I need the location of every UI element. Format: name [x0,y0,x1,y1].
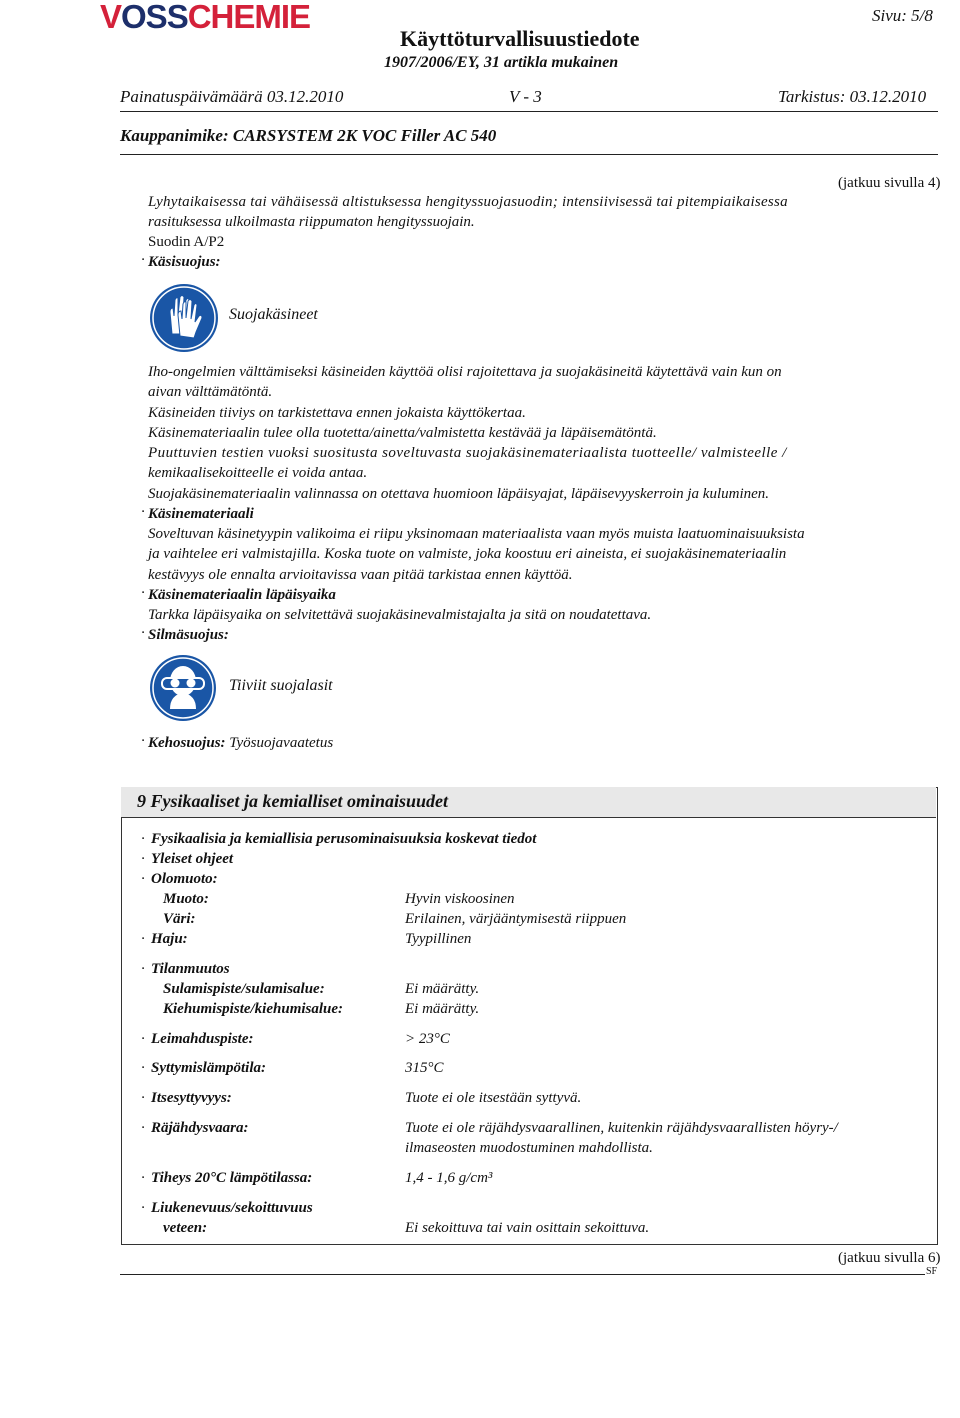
respiratory-text-2: rasituksessa ulkoilmasta riippumaton hengityssuojain. [148,214,475,230]
explosion-label: Räjähdysvaara: [151,1120,249,1136]
ignition-label: Syttymislämpötila: [151,1060,266,1076]
bullet: · [141,585,145,601]
bullet: · [141,961,145,977]
ignition-value: 315°C [405,1060,444,1076]
product-name: Kauppanimike: CARSYSTEM 2K VOC Filler AC 540 [120,126,497,145]
flash-point-label: Leimahduspiste: [151,1031,254,1047]
body-protection-value: Työsuojavaatetus [229,735,334,751]
appearance-heading: Olomuoto: [151,871,218,887]
hands-p2: Käsineiden tiiviys on tarkistettava ennen jokaista käyttökertaa. [148,405,526,421]
logo-chemie: CHEMIE [187,0,311,35]
hands-p4-l1: Puuttuvien testien vuoksi suositusta soveltuvasta suojakäsinemateriaalista tuotteelle/ valmisteelle / [148,445,787,461]
solubility-label-l1: Liukenevuus/sekoittuvuus [151,1200,313,1216]
logo-oss: OSS [121,0,188,35]
bullet: · [141,1170,145,1186]
general-info-heading: Fysikaalisia ja kemiallisia perusominaisuuksia koskevat tiedot [151,831,537,847]
colour-label: Väri: [163,911,196,927]
hands-p4-l2: kemikaalisekoitteelle ei voida antaa. [148,465,368,481]
hand-protection-heading: Käsisuojus: [148,254,221,270]
penetration-heading: Käsinemateriaalin läpäisyaika [148,587,336,603]
logo-v: V [100,0,122,35]
penetration-text: Tarkka läpäisyaika on selvitettävä suojakäsinevalmistajalta ja sitä on noudatettava. [148,607,652,623]
bullet: · [141,1090,145,1106]
header-rule-top [120,111,938,112]
hands-p1-l1: Iho-ongelmien välttämiseksi käsineiden käyttöä olisi rajoitettava ja suojakäsineitä käytettävä vain kun on [148,364,782,380]
glove-material-l1: Soveltuvan käsinetyypin valikoima ei riipu yksinomaan materiaalista vaan myös muista laatuominaisuuksista [148,526,805,542]
boiling-value: Ei määrätty. [405,1001,480,1017]
body-protection [148,733,938,754]
hands-p1-l2: aivan välttämätöntä. [148,384,273,400]
page-number: Sivu: 5/8 [872,6,933,25]
explosion-value-l1: Tuote ei ole räjähdysvaarallinen, kuitenkin räjähdysvaarallisten höyry-/ [405,1120,838,1136]
form-value: Hyvin viskoosinen [405,891,515,907]
gloves-icon [148,282,220,359]
continued-to: (jatkuu sivulla 6) [838,1250,941,1266]
continued-from: (jatkuu sivulla 4) [838,175,941,191]
density-value: 1,4 - 1,6 g/cm³ [405,1170,493,1186]
solubility-label-l2: veteen: [163,1220,208,1236]
bullet: · [141,1120,145,1136]
melting-label: Sulamispiste/sulamisalue: [163,981,325,997]
section-9-title: 9 Fysikaaliset ja kemialliset ominaisuudet [137,791,449,811]
document-title: Käyttöturvallisuustiedote [400,26,640,51]
form-label: Muoto: [163,891,209,907]
bullet: · [141,625,145,641]
state-change-heading: Tilanmuutos [151,961,230,977]
version: V - 3 [509,87,542,106]
header-rule-bottom [120,154,938,155]
boiling-label: Kiehumispiste/kiehumisalue: [163,1001,344,1017]
language-code: SF [926,1266,938,1277]
self-ignition-label: Itsesyttyvyys: [151,1090,232,1106]
colour-value: Erilainen, värjääntymisestä riippuen [405,911,627,927]
bullet: · [141,871,145,887]
solubility-value: Ei sekoittuva tai vain osittain sekoittuva. [405,1220,650,1236]
hands-p3: Käsinemateriaalin tulee olla tuotetta/ainetta/valmistetta kestävää ja läpäisemätöntä. [148,425,657,441]
bullet: · [141,851,145,867]
explosion-value-l2: ilmaseosten muodostuminen mahdollista. [405,1140,653,1156]
melting-value: Ei määrätty. [405,981,480,997]
respiratory-text-1: Lyhytaikaisessa tai vähäisessä altistuksessa hengityssuojasuodin; intensiivisessä tai pitempiaikaisessa [148,194,788,210]
bullet: · [141,1200,145,1216]
odour-value: Tyypillinen [405,931,472,947]
goggles-label: Tiiviit suojalasit [229,677,333,694]
bullet: · [141,733,145,749]
self-ignition-value: Tuote ei ole itsestään syttyvä. [405,1090,582,1106]
document-subtitle: 1907/2006/EY, 31 artikla mukainen [384,54,619,71]
footer-rule [120,1274,938,1275]
eye-protection-heading: Silmäsuojus: [148,627,229,643]
flash-point-value: > 23°C [405,1031,450,1047]
respiratory-filter: Suodin A/P2 [148,234,225,250]
density-label: Tiheys 20°C lämpötilassa: [151,1170,313,1186]
glove-material-l3: kestävyys ole ennalta arvioitavissa vaan pitää tarkistaa ennen käyttöä. [148,567,573,583]
bullet: · [141,1031,145,1047]
bullet: · [141,931,145,947]
glove-material-l2: ja vaihtelee eri valmistajilla. Koska tuote on valmiste, joka koostuu eri aineista, ei suojakäsinemateriaalin [148,546,787,562]
bullet: · [141,504,145,520]
hands-p5: Suojakäsinemateriaalin valinnassa on otettava huomioon läpäisyajat, läpäisevyyskerroin ja kuluminen. [148,486,770,502]
bullet: · [141,252,145,268]
vosschemie-logo [100,0,310,34]
general-heading: Yleiset ohjeet [151,851,234,867]
goggles-icon [148,653,218,728]
revision-date: Tarkistus: 03.12.2010 [778,87,927,106]
bullet: · [141,831,145,847]
glove-material-heading: Käsinemateriaali [148,506,254,522]
gloves-label: Suojakäsineet [229,306,318,323]
odour-label: Haju: [151,931,188,947]
print-date: Painatuspäivämäärä 03.12.2010 [120,87,344,106]
body-protection-heading: Kehosuojus: [148,735,226,751]
bullet: · [141,1060,145,1076]
